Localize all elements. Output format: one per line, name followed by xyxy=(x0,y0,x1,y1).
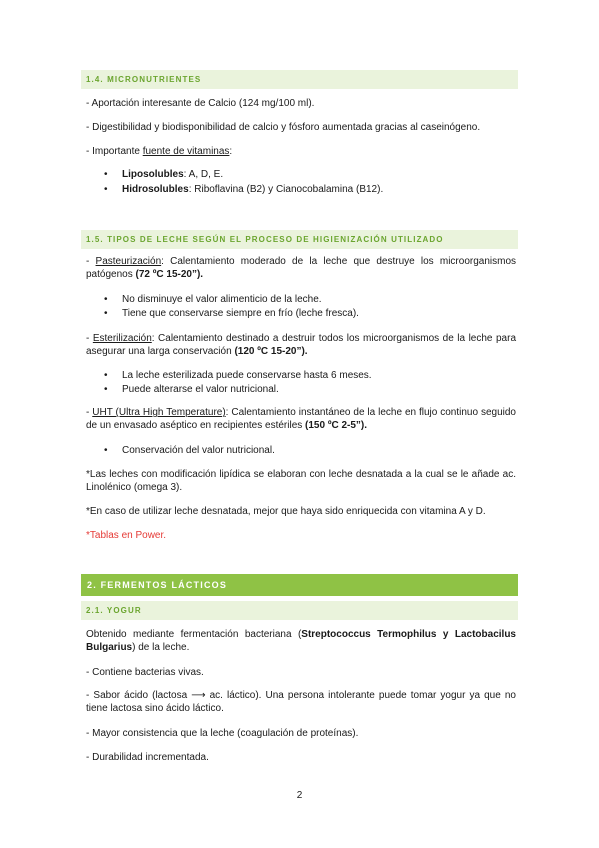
paragraph-consistencia: - Mayor consistencia que la leche (coagulación de proteínas). xyxy=(86,728,359,739)
bullet-icon xyxy=(104,444,110,450)
section-heading-yogur: 2.1. YOGUR xyxy=(81,601,518,620)
list-item-hidrosolubles: Hidrosolubles: Riboflavina (B2) y Cianocobalamina (B12). xyxy=(122,184,384,195)
bullet-icon xyxy=(104,168,110,174)
list-item-liposolubles: Liposolubles: A, D, E. xyxy=(122,169,224,180)
note-tablas: *Tablas en Power. xyxy=(86,530,167,541)
bullet-icon xyxy=(104,307,110,313)
paragraph-yogur-intro: Obtenido mediante fermentación bacteriana (Streptococcus Termophilus y Lactobacilus Bulgarius) de la leche. xyxy=(86,629,516,653)
vitaminas-link-text: fuente de vitaminas xyxy=(142,146,230,157)
bullet-icon xyxy=(104,369,110,375)
section-heading-tipos-leche: 1.5. TIPOS DE LECHE SEGÚN EL PROCESO DE HIGIENIZACIÓN UTILIZADO xyxy=(81,230,518,249)
paragraph-uht: - UHT (Ultra High Temperature): Calentamiento instantáneo de la leche en flujo continuo seguido de un envasado aséptico en recipientes estériles (150 ºC 2-5”). xyxy=(86,407,516,431)
paragraph-calcio: - Aportación interesante de Calcio (124 mg/100 ml). xyxy=(86,98,315,109)
list-item-past-1: No disminuye el valor alimenticio de la leche. xyxy=(122,294,322,305)
paragraph-esterilizacion: - Esterilización: Calentamiento destinado a destruir todos los microorganismos de la leche para asegurar una larga conservación (120 ºC 15-20”). xyxy=(86,333,517,357)
list-item-ester-2: Puede alterarse el valor nutricional. xyxy=(122,384,279,395)
paragraph-sabor: - Sabor ácido (lactosa ⟶ ac. láctico). Una persona intolerante puede tomar yogur ya que no tiene lactosa sino ácido láctico. xyxy=(86,690,516,714)
paragraph-bacterias: - Contiene bacterias vivas. xyxy=(86,667,204,678)
paragraph-vitaminas: - Importante fuente de vitaminas: xyxy=(86,146,233,157)
section-heading-fermentos: 2. FERMENTOS LÁCTICOS xyxy=(81,574,518,596)
list-item-uht-1: Conservación del valor nutricional. xyxy=(122,445,275,456)
paragraph-durabilidad: - Durabilidad incrementada. xyxy=(86,752,209,763)
note-desnatada: *En caso de utilizar leche desnatada, mejor que haya sido enriquecida con vitamina A y D. xyxy=(86,506,486,517)
paragraph-pasteurizacion: - Pasteurización: Calentamiento moderado de la leche que destruye los microorganismos patógenos (72 ºC 15-20”). xyxy=(86,256,517,280)
bullet-icon xyxy=(104,183,110,189)
list-item-ester-1: La leche esterilizada puede conservarse hasta 6 meses. xyxy=(122,370,372,381)
bullet-icon xyxy=(104,293,110,299)
list-item-past-2: Tiene que conservarse siempre en frío (leche fresca). xyxy=(122,308,359,319)
page-number: 2 xyxy=(296,790,303,801)
paragraph-digestibilidad: - Digestibilidad y biodisponibilidad de calcio y fósforo aumentada gracias al caseinógeno. xyxy=(86,122,481,133)
section-heading-micronutrientes: 1.4. MICRONUTRIENTES xyxy=(81,70,518,89)
note-lipidica: *Las leches con modificación lipídica se elaboran con leche desnatada a la cual se le añade ac. Linolénico (omega 3). xyxy=(86,469,516,493)
bullet-icon xyxy=(104,383,110,389)
